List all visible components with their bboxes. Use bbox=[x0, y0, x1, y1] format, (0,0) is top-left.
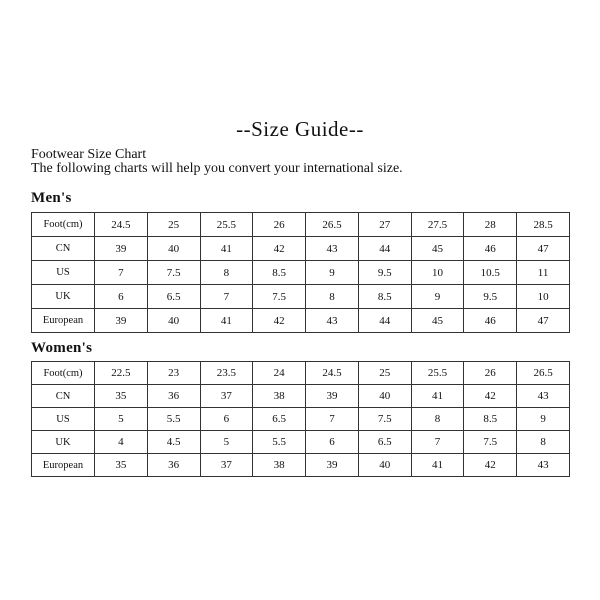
chart-subtitle: Footwear Size Chart bbox=[31, 147, 147, 162]
table-cell: 5 bbox=[200, 431, 253, 454]
table-cell: 9.5 bbox=[464, 285, 517, 309]
table-cell: 6.5 bbox=[358, 431, 411, 454]
table-cell: 45 bbox=[411, 309, 464, 333]
table-cell: 6 bbox=[306, 431, 359, 454]
table-cell: 42 bbox=[464, 385, 517, 408]
table-cell: 43 bbox=[306, 309, 359, 333]
table-cell: 10.5 bbox=[464, 261, 517, 285]
table-row bbox=[32, 213, 570, 237]
table-cell: 5.5 bbox=[253, 431, 306, 454]
table-cell: 8 bbox=[517, 431, 570, 454]
table-cell: 28 bbox=[464, 213, 517, 237]
table-cell: 43 bbox=[306, 237, 359, 261]
table-cell: 26.5 bbox=[517, 362, 570, 385]
table-cell: 39 bbox=[306, 454, 359, 477]
table-cell: 6.5 bbox=[253, 408, 306, 431]
table-cell: 9 bbox=[517, 408, 570, 431]
table-cell: 38 bbox=[253, 385, 306, 408]
table-cell: 35 bbox=[95, 454, 148, 477]
table-cell: 25.5 bbox=[200, 213, 253, 237]
table-cell: 41 bbox=[411, 385, 464, 408]
row-header: CN bbox=[32, 237, 95, 261]
table-cell: 9 bbox=[306, 261, 359, 285]
table-cell: 35 bbox=[95, 385, 148, 408]
table-cell: 40 bbox=[147, 237, 200, 261]
table-cell: 42 bbox=[464, 454, 517, 477]
page-title: --Size Guide-- bbox=[236, 117, 364, 141]
table-cell: 10 bbox=[517, 285, 570, 309]
table-cell: 25 bbox=[147, 213, 200, 237]
table-cell: 46 bbox=[464, 237, 517, 261]
table-cell: 4.5 bbox=[147, 431, 200, 454]
table-row bbox=[32, 285, 570, 309]
table-cell: 22.5 bbox=[95, 362, 148, 385]
chart-description: The following charts will help you convert your international size. bbox=[31, 161, 403, 176]
table-cell: 24.5 bbox=[306, 362, 359, 385]
table-cell: 7.5 bbox=[358, 408, 411, 431]
mens-section-label: Men's bbox=[31, 190, 72, 206]
table-row bbox=[32, 309, 570, 333]
intro-block bbox=[31, 148, 403, 176]
row-header: European bbox=[32, 309, 95, 333]
womens-section-label: Women's bbox=[31, 340, 93, 356]
table-cell: 7 bbox=[95, 261, 148, 285]
table-cell: 10 bbox=[411, 261, 464, 285]
table-cell: 27.5 bbox=[411, 213, 464, 237]
table-row bbox=[32, 454, 570, 477]
table-cell: 6 bbox=[95, 285, 148, 309]
table-cell: 9.5 bbox=[358, 261, 411, 285]
table-cell: 23 bbox=[147, 362, 200, 385]
table-cell: 39 bbox=[95, 309, 148, 333]
table-cell: 8.5 bbox=[253, 261, 306, 285]
table-cell: 40 bbox=[358, 454, 411, 477]
table-cell: 41 bbox=[200, 309, 253, 333]
table-row bbox=[32, 408, 570, 431]
table-cell: 38 bbox=[253, 454, 306, 477]
table-cell: 37 bbox=[200, 454, 253, 477]
row-header: US bbox=[32, 408, 95, 431]
table-cell: 26 bbox=[253, 213, 306, 237]
table-row bbox=[32, 237, 570, 261]
table-cell: 8 bbox=[306, 285, 359, 309]
table-cell: 47 bbox=[517, 309, 570, 333]
table-cell: 42 bbox=[253, 309, 306, 333]
table-cell: 47 bbox=[517, 237, 570, 261]
table-cell: 46 bbox=[464, 309, 517, 333]
table-cell: 4 bbox=[95, 431, 148, 454]
table-cell: 37 bbox=[200, 385, 253, 408]
table-row bbox=[32, 261, 570, 285]
table-cell: 7.5 bbox=[147, 261, 200, 285]
table-row bbox=[32, 431, 570, 454]
table-cell: 26.5 bbox=[306, 213, 359, 237]
table-cell: 36 bbox=[147, 385, 200, 408]
table-cell: 28.5 bbox=[517, 213, 570, 237]
table-row bbox=[32, 385, 570, 408]
row-header: UK bbox=[32, 285, 95, 309]
table-cell: 8.5 bbox=[464, 408, 517, 431]
table-cell: 23.5 bbox=[200, 362, 253, 385]
table-cell: 5.5 bbox=[147, 408, 200, 431]
table-cell: 5 bbox=[95, 408, 148, 431]
table-cell: 43 bbox=[517, 454, 570, 477]
table-cell: 6.5 bbox=[147, 285, 200, 309]
table-row bbox=[32, 362, 570, 385]
table-cell: 7.5 bbox=[253, 285, 306, 309]
table-cell: 8 bbox=[411, 408, 464, 431]
table-cell: 7 bbox=[306, 408, 359, 431]
mens-size-table bbox=[31, 212, 570, 333]
table-cell: 45 bbox=[411, 237, 464, 261]
table-cell: 39 bbox=[95, 237, 148, 261]
row-header: Foot(cm) bbox=[32, 362, 95, 385]
table-cell: 24.5 bbox=[95, 213, 148, 237]
table-cell: 41 bbox=[411, 454, 464, 477]
row-header: CN bbox=[32, 385, 95, 408]
table-cell: 36 bbox=[147, 454, 200, 477]
table-cell: 41 bbox=[200, 237, 253, 261]
table-cell: 27 bbox=[358, 213, 411, 237]
table-cell: 7 bbox=[411, 431, 464, 454]
table-cell: 43 bbox=[517, 385, 570, 408]
table-cell: 26 bbox=[464, 362, 517, 385]
table-cell: 8.5 bbox=[358, 285, 411, 309]
table-cell: 25.5 bbox=[411, 362, 464, 385]
table-cell: 40 bbox=[147, 309, 200, 333]
table-cell: 40 bbox=[358, 385, 411, 408]
table-cell: 7.5 bbox=[464, 431, 517, 454]
table-cell: 39 bbox=[306, 385, 359, 408]
table-cell: 11 bbox=[517, 261, 570, 285]
table-cell: 9 bbox=[411, 285, 464, 309]
table-cell: 8 bbox=[200, 261, 253, 285]
table-cell: 24 bbox=[253, 362, 306, 385]
table-cell: 6 bbox=[200, 408, 253, 431]
table-cell: 44 bbox=[358, 237, 411, 261]
table-cell: 25 bbox=[358, 362, 411, 385]
row-header: European bbox=[32, 454, 95, 477]
womens-size-table bbox=[31, 361, 570, 477]
row-header: UK bbox=[32, 431, 95, 454]
table-cell: 44 bbox=[358, 309, 411, 333]
row-header: Foot(cm) bbox=[32, 213, 95, 237]
table-cell: 7 bbox=[200, 285, 253, 309]
table-cell: 42 bbox=[253, 237, 306, 261]
row-header: US bbox=[32, 261, 95, 285]
